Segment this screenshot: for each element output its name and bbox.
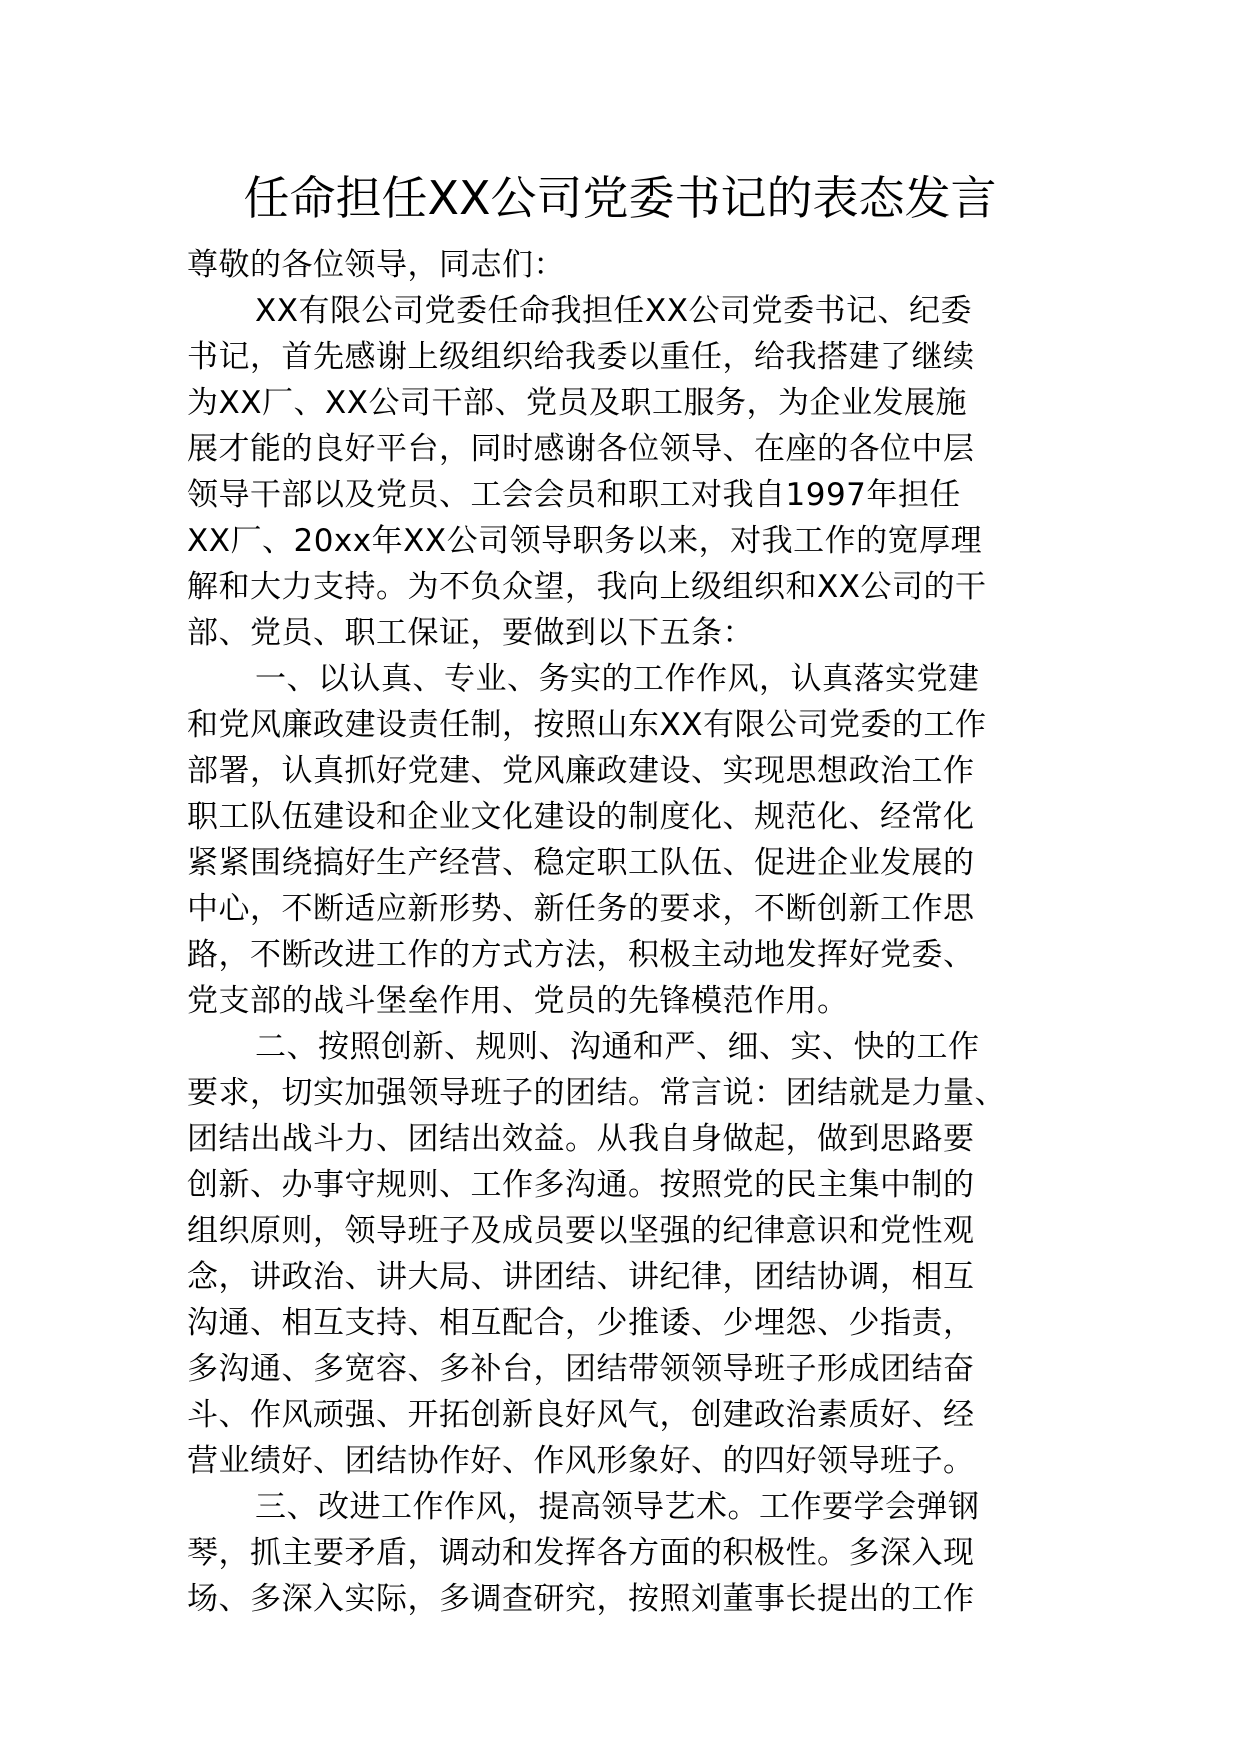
paragraph-line: 多沟通、多宽容、多补台，团结带领领导班子形成团结奋 <box>187 1351 975 1387</box>
paragraph-line: 展才能的良好平台，同时感谢各位领导、在座的各位中层 <box>187 431 975 467</box>
paragraph-line: 中心，不断适应新形势、新任务的要求，不断创新工作思 <box>187 891 975 927</box>
paragraph-line: 部署，认真抓好党建、党风廉政建设、实现思想政治工作 <box>187 753 975 789</box>
paragraph-line: 三、改进工作作风，提高领导艺术。工作要学会弹钢 <box>255 1489 980 1525</box>
salutation-line: 尊敬的各位领导，同志们： <box>187 247 565 283</box>
paragraph-line: 为XX厂、XX公司干部、党员及职工服务，为企业发展施 <box>187 385 967 421</box>
paragraph-line: 团结出战斗力、团结出效益。从我自身做起，做到思路要 <box>187 1121 975 1157</box>
paragraph-line: 琴，抓主要矛盾，调动和发挥各方面的积极性。多深入现 <box>187 1535 975 1571</box>
paragraph-line: 部、党员、职工保证，要做到以下五条： <box>187 615 754 651</box>
paragraph-line: 一、以认真、专业、务实的工作作风，认真落实党建 <box>255 661 980 697</box>
paragraph-line: XX厂、20xx年XX公司领导职务以来，对我工作的宽厚理 <box>187 523 983 559</box>
document-body <box>187 242 1067 1622</box>
paragraph-line: 党支部的战斗堡垒作用、党员的先锋模范作用。 <box>187 983 849 1019</box>
paragraph-line: 职工队伍建设和企业文化建设的制度化、规范化、经常化 <box>187 799 975 835</box>
paragraph-line: 和党风廉政建设责任制，按照山东XX有限公司党委的工作 <box>187 707 987 743</box>
paragraph-line: 念，讲政治、讲大局、讲团结、讲纪律，团结协调，相互 <box>187 1259 975 1295</box>
paragraph-line: 领导干部以及党员、工会会员和职工对我自1997年担任 <box>187 477 961 513</box>
paragraph-line: 紧紧围绕搞好生产经营、稳定职工队伍、促进企业发展的 <box>187 845 975 881</box>
paragraph-line: 书记，首先感谢上级组织给我委以重任，给我搭建了继续 <box>187 339 975 375</box>
paragraph-line: 沟通、相互支持、相互配合，少推诿、少埋怨、少指责， <box>187 1305 975 1341</box>
paragraph-line: 创新、办事守规则、工作多沟通。按照党的民主集中制的 <box>187 1167 975 1203</box>
paragraph-line: 场、多深入实际，多调查研究，按照刘董事长提出的工作 <box>187 1581 975 1617</box>
document-title: 任命担任XX公司党委书记的表态发言 <box>243 171 997 225</box>
paragraph-line: 要求，切实加强领导班子的团结。常言说：团结就是力量、 <box>187 1075 1006 1111</box>
paragraph-line: 斗、作风顽强、开拓创新良好风气，创建政治素质好、经 <box>187 1397 975 1433</box>
paragraph-line: 二、按照创新、规则、沟通和严、细、实、快的工作 <box>255 1029 980 1065</box>
paragraph-line: 路，不断改进工作的方式方法，积极主动地发挥好党委、 <box>187 937 975 973</box>
paragraph-line: XX有限公司党委任命我担任XX公司党委书记、纪委 <box>255 293 972 329</box>
paragraph-line: 解和大力支持。为不负众望，我向上级组织和XX公司的干 <box>187 569 987 605</box>
paragraph-line: 组织原则，领导班子及成员要以坚强的纪律意识和党性观 <box>187 1213 975 1249</box>
paragraph-line: 营业绩好、团结协作好、作风形象好、的四好领导班子。 <box>187 1443 975 1479</box>
